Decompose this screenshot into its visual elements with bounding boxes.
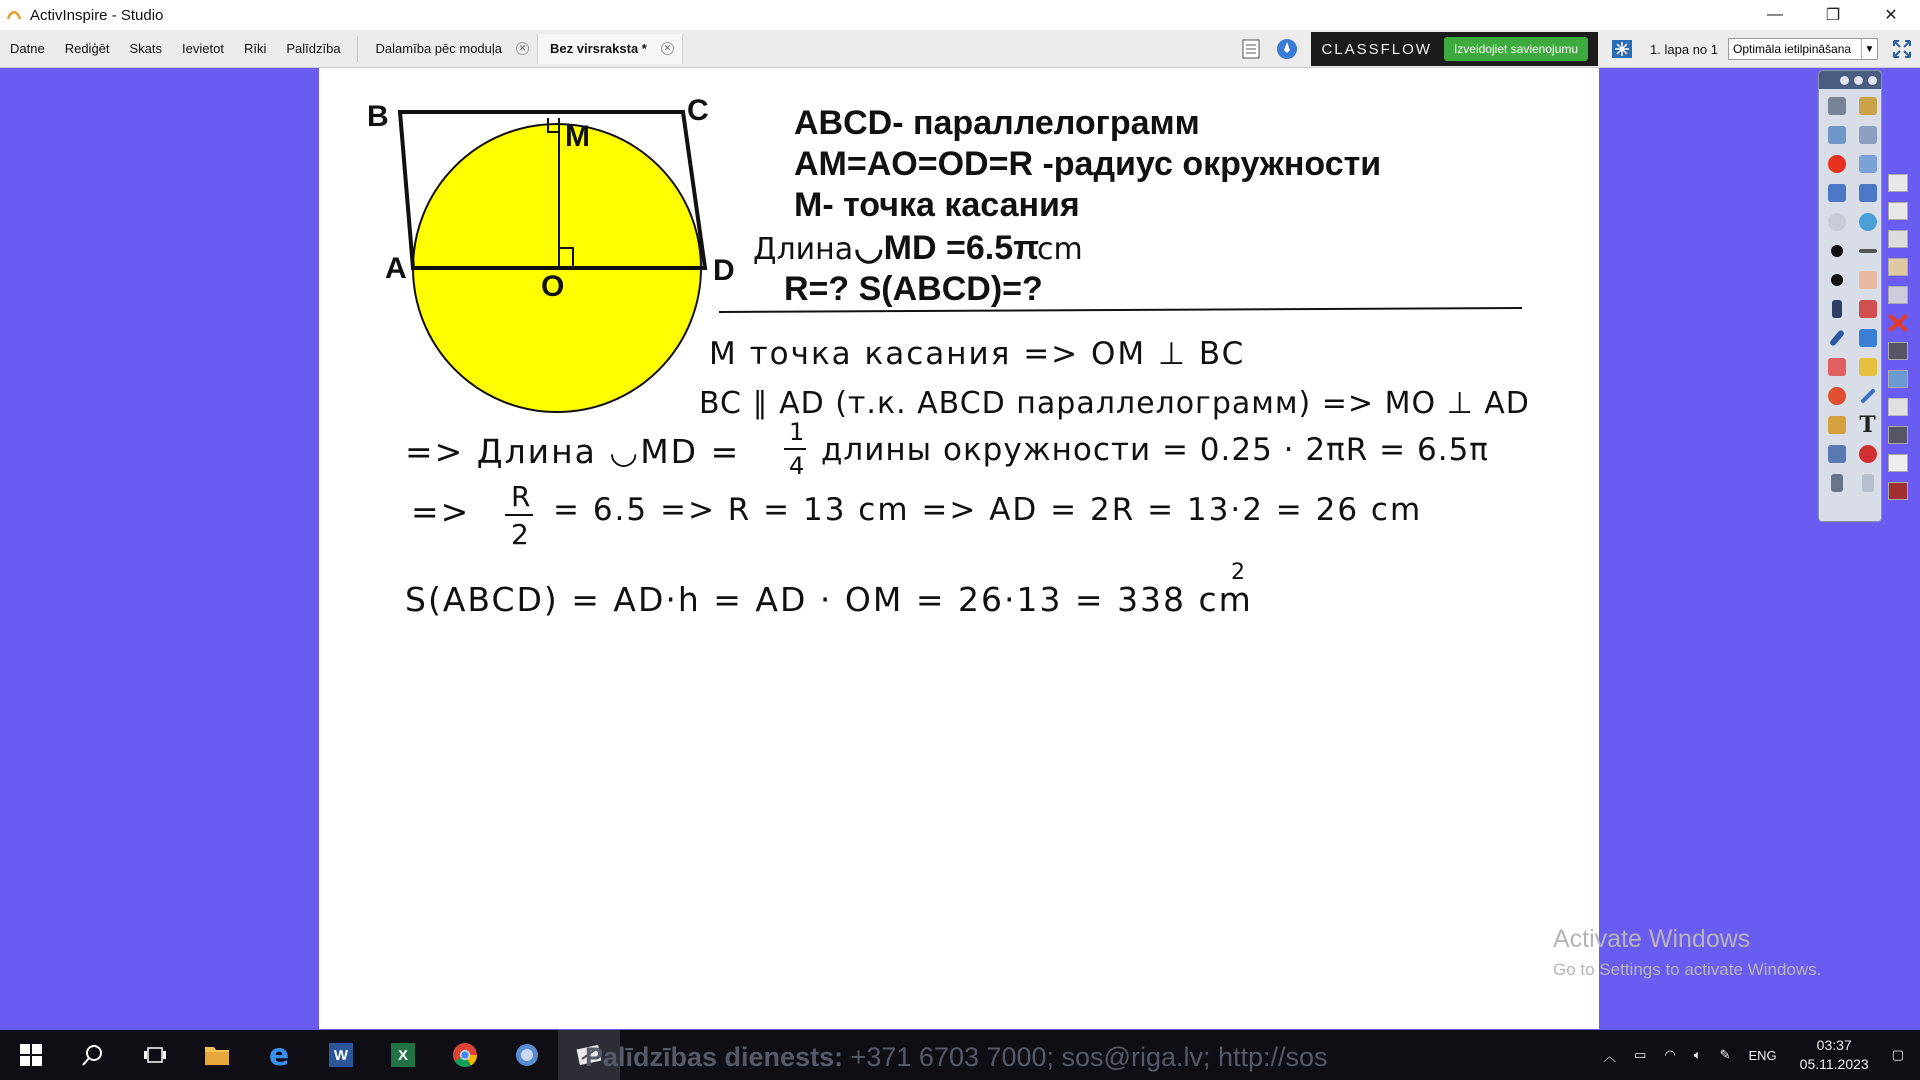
undo-icon[interactable] bbox=[1822, 470, 1851, 496]
resource-icon[interactable] bbox=[1853, 122, 1882, 148]
reset-icon[interactable] bbox=[1822, 209, 1851, 235]
text-tool-icon[interactable]: T bbox=[1859, 412, 1876, 438]
share-icon[interactable] bbox=[1822, 93, 1851, 119]
given-line-1: ABCD- параллелограмм bbox=[794, 104, 1200, 142]
watermark-line-2: Go to Settings to activate Windows. bbox=[1553, 960, 1822, 979]
word-icon[interactable]: W bbox=[310, 1030, 372, 1080]
redo-icon[interactable] bbox=[1853, 470, 1882, 496]
hand-icon[interactable] bbox=[1888, 258, 1908, 276]
fraction-r-denominator: 2 bbox=[511, 518, 529, 551]
classflow-panel bbox=[1311, 32, 1598, 66]
clock-date: 05.11.2023 bbox=[1799, 1056, 1869, 1072]
given-line-3: M- точка касания bbox=[794, 186, 1080, 224]
shape-icon[interactable] bbox=[1822, 383, 1851, 409]
next-page-icon[interactable] bbox=[1853, 180, 1882, 206]
language-indicator[interactable]: ENG bbox=[1748, 1047, 1777, 1063]
fraction-numerator: 1 bbox=[789, 418, 805, 446]
tab-label: Bez virsraksta * bbox=[550, 41, 647, 56]
pen-width-icon[interactable] bbox=[1853, 238, 1882, 264]
given-line-4-unit: cm bbox=[1037, 232, 1083, 267]
chevron-up-icon[interactable]: ︿ bbox=[1603, 1048, 1617, 1064]
tab-bez-virsraksta[interactable] bbox=[538, 34, 683, 64]
browser-icon[interactable] bbox=[1822, 122, 1851, 148]
point-label-m: M bbox=[565, 120, 590, 153]
highlighter-color-icon[interactable] bbox=[1853, 267, 1882, 293]
fraction-r-numerator: R bbox=[511, 480, 531, 513]
toolbox-header[interactable] bbox=[1819, 71, 1881, 89]
activinspire-dashboard-icon[interactable] bbox=[496, 1030, 558, 1080]
activate-windows-watermark bbox=[1553, 925, 1821, 980]
fraction-bar bbox=[784, 448, 806, 450]
vertex-label-c: C bbox=[687, 94, 709, 127]
refresh-icon[interactable] bbox=[1853, 441, 1882, 467]
vertex-label-b: B bbox=[367, 100, 389, 133]
given-line-2: AM=AO=OD=R -радиус окружности bbox=[794, 145, 1382, 183]
minimize-button[interactable]: — bbox=[1767, 6, 1783, 23]
close-tab-icon[interactable]: ✕ bbox=[516, 42, 529, 55]
ticker-bold: Palīdzības dienests: bbox=[585, 1042, 844, 1072]
tab-dalamiba[interactable] bbox=[364, 34, 538, 64]
clear-icon[interactable] bbox=[1822, 441, 1851, 467]
maximize-button[interactable]: ❐ bbox=[1825, 7, 1841, 24]
eraser-icon[interactable] bbox=[1822, 354, 1851, 380]
search-icon[interactable] bbox=[62, 1030, 124, 1080]
solution-line-3b: длины окружности = 0.25 · 2πR = 6.5π bbox=[821, 432, 1489, 468]
close-tab-icon[interactable]: ✕ bbox=[661, 42, 674, 55]
record-icon[interactable] bbox=[1822, 151, 1851, 177]
task-view-icon[interactable] bbox=[124, 1030, 186, 1080]
print-icon[interactable] bbox=[1888, 342, 1908, 360]
edge-icon[interactable]: e bbox=[268, 1037, 290, 1073]
wifi-icon[interactable]: ◠ bbox=[1664, 1047, 1676, 1062]
given-line-4: ◡MD =6.5π bbox=[854, 229, 1040, 267]
delete-icon[interactable] bbox=[1888, 314, 1908, 332]
menu-riki[interactable]: Rīki bbox=[243, 41, 267, 56]
solution-line-1: М точка касания => OM ⊥ BC bbox=[709, 336, 1246, 372]
camera-icon[interactable] bbox=[1853, 151, 1882, 177]
notes-icon[interactable] bbox=[1239, 37, 1263, 61]
question-line: R=? S(ABCD)=? bbox=[784, 270, 1043, 308]
menu-palidziba[interactable]: Palīdzība bbox=[286, 41, 341, 56]
windows-start-icon[interactable] bbox=[0, 1030, 62, 1080]
watermark-line-1: Activate Windows bbox=[1553, 925, 1751, 953]
battery-icon[interactable]: ▭ bbox=[1634, 1047, 1647, 1062]
dashboard-icon[interactable] bbox=[1853, 93, 1882, 119]
menu-separator bbox=[357, 36, 358, 62]
chrome-icon[interactable] bbox=[434, 1030, 496, 1080]
main-toolbox bbox=[1818, 70, 1882, 522]
menu-datne[interactable]: Datne bbox=[10, 41, 45, 56]
toolbox-side-column bbox=[1884, 140, 1914, 530]
ruler-icon[interactable] bbox=[1888, 286, 1908, 304]
menu-ievietot[interactable]: Ievietot bbox=[182, 41, 224, 56]
zoom-select[interactable] bbox=[1728, 38, 1878, 60]
save-icon[interactable] bbox=[1888, 482, 1908, 500]
given-line-4-hand: Длина bbox=[753, 232, 854, 267]
solution-line-4b: = 6.5 => R = 13 cm => AD = 2R = 13·2 = 26 cm bbox=[553, 492, 1423, 528]
tab-label: Dalamība pēc moduļa bbox=[375, 41, 503, 56]
file-explorer-icon[interactable] bbox=[186, 1030, 248, 1080]
menu-skats[interactable]: Skats bbox=[129, 41, 163, 56]
scissors-icon[interactable] bbox=[1888, 426, 1908, 444]
globe-icon[interactable] bbox=[1853, 209, 1882, 235]
solution-line-2: BC ∥ AD (т.к. ABCD параллелограмм) => MO ⊥ AD bbox=[699, 386, 1530, 421]
page-icon[interactable] bbox=[1888, 174, 1908, 192]
window-title: ActivInspire - Studio bbox=[30, 6, 164, 24]
fraction-denominator: 4 bbox=[789, 452, 805, 480]
magic-ink-icon[interactable] bbox=[1853, 296, 1882, 322]
color-swatch-icon[interactable] bbox=[1822, 267, 1851, 293]
solution-line-5: S(ABCD) = AD·h = AD · OM = 26·13 = 338 cm bbox=[405, 580, 1253, 619]
paste-icon[interactable] bbox=[1888, 370, 1908, 388]
page-copy-icon[interactable] bbox=[1888, 202, 1908, 220]
notifications-icon[interactable]: ▢ bbox=[1891, 1047, 1904, 1062]
classflow-logo: CLASSFLOW bbox=[1321, 40, 1432, 58]
squared-superscript: 2 bbox=[1231, 560, 1245, 585]
ticker-rest: +371 6703 7000; sos@riga.lv; http://sos bbox=[843, 1042, 1328, 1072]
point-label-o: O bbox=[541, 270, 565, 303]
fraction-r-bar bbox=[505, 514, 533, 516]
chevron-down-icon[interactable]: ▼ bbox=[1861, 39, 1877, 59]
clock-time: 03:37 bbox=[1816, 1037, 1852, 1053]
fullscreen-icon[interactable] bbox=[1890, 37, 1914, 61]
pen-workspace-icon[interactable]: ✎ bbox=[1719, 1047, 1731, 1062]
blank-tool-icon[interactable] bbox=[1888, 398, 1908, 416]
page-indicator: 1. lapa no 1 bbox=[1650, 41, 1718, 57]
close-button[interactable]: ✕ bbox=[1884, 7, 1898, 24]
pen-color-icon[interactable] bbox=[1822, 238, 1851, 264]
page-duplicate-icon[interactable] bbox=[1888, 230, 1908, 248]
system-tray bbox=[1594, 1030, 1920, 1080]
menu-rediget[interactable]: Rediģēt bbox=[64, 41, 110, 56]
pen-icon[interactable] bbox=[1822, 325, 1851, 351]
vertex-label-d: D bbox=[713, 254, 735, 287]
page-browser-icon[interactable] bbox=[1610, 37, 1634, 61]
activinspire-app-icon bbox=[6, 7, 22, 23]
rocket-icon[interactable] bbox=[1275, 37, 1299, 61]
vertex-label-a: A bbox=[385, 252, 407, 285]
fill-icon[interactable] bbox=[1853, 354, 1882, 380]
select-icon[interactable] bbox=[1822, 296, 1851, 322]
helpdesk-ticker bbox=[585, 1042, 1328, 1073]
title-bar bbox=[0, 0, 1920, 30]
connect-button[interactable]: Izveidojiet savienojumu bbox=[1444, 37, 1588, 61]
clipboard-icon[interactable] bbox=[1888, 454, 1908, 472]
excel-icon[interactable]: X bbox=[372, 1030, 434, 1080]
zoom-value: Optimāla ietilpināšana bbox=[1733, 42, 1852, 56]
solution-line-3a: => Длина ◡MD = bbox=[405, 432, 741, 471]
spotlight-icon[interactable] bbox=[1822, 412, 1851, 438]
highlighter-icon[interactable] bbox=[1853, 325, 1882, 351]
clock[interactable] bbox=[1800, 1036, 1869, 1074]
volume-icon[interactable]: 🔈︎ bbox=[1693, 1047, 1702, 1062]
right-toolbar bbox=[1233, 30, 1920, 68]
flipchart-page[interactable] bbox=[319, 68, 1599, 1029]
prev-page-icon[interactable] bbox=[1822, 180, 1851, 206]
solution-line-4-arrow: => bbox=[411, 492, 471, 531]
connector-icon[interactable] bbox=[1853, 383, 1882, 409]
